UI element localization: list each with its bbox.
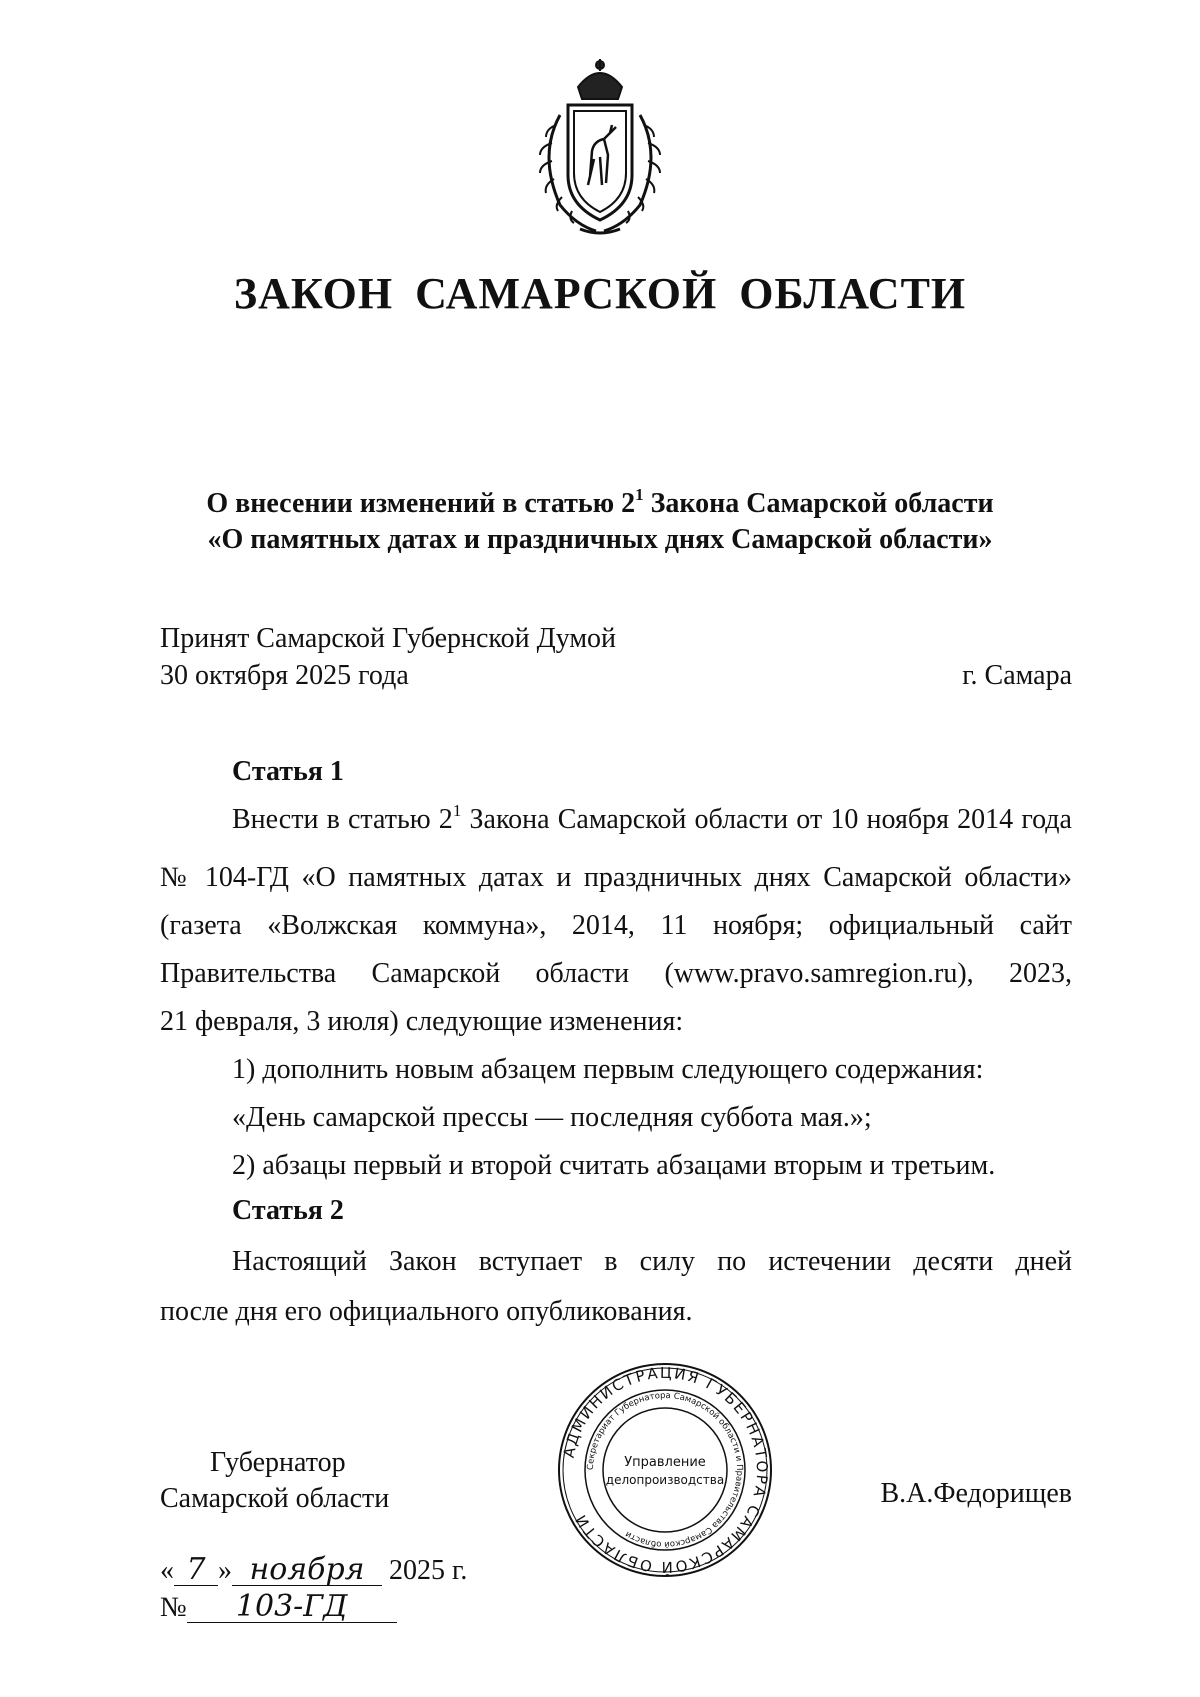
subtitle-line-2: «О памятных датах и праздничных днях Самарской области»: [207, 524, 993, 555]
coat-of-arms-emblem: [520, 55, 680, 240]
law-number-value: 103-ГД: [187, 1592, 397, 1623]
law-subtitle: [0, 486, 1200, 558]
date-open-quote: «: [160, 1555, 174, 1586]
stamp-outer-text: АДМИНИСТРАЦИЯ ГУБЕРНАТОРА САМАРСКОЙ ОБЛАСТИ: [559, 1363, 772, 1577]
article-1-item-1: 1) дополнить новым абзацем первым следующего содержания:: [232, 1054, 984, 1085]
adoption-info: [160, 620, 616, 694]
article-1-heading: Статья 1: [232, 756, 344, 787]
law-title: ЗАКОН САМАРСКОЙ ОБЛАСТИ: [233, 269, 967, 318]
adoption-city: г. Самара: [962, 660, 1072, 691]
article-2-heading: Статья 2: [232, 1195, 344, 1226]
date-day: 7: [174, 1555, 218, 1586]
svg-text:Секретариат Губернатора Самарс: [586, 1391, 744, 1549]
governor-name: В.А.Федорищев: [880, 1478, 1072, 1509]
article-1-line-5: 21 февраля, 3 июля) следующие изменения:: [160, 1006, 684, 1037]
stamp-inner-text: Секретариат Губернатора Самарской области и Правительства Самарской области: [585, 1390, 745, 1550]
stamp-center-line-2: делопроизводства: [605, 1473, 725, 1487]
article-2-line-1: Настоящий Закон вступает в силу по истечении десяти дней: [232, 1246, 1072, 1277]
law-number-label: №: [160, 1592, 187, 1623]
date-year: 2025 г.: [389, 1555, 468, 1586]
subtitle-line-1: О внесении изменений в статью $2^1$ Закона Самарской области: [206, 485, 994, 519]
adoption-body: Принят Самарской Губернской Думой: [160, 623, 617, 654]
governor-title-line-2: Самарской области: [160, 1483, 390, 1514]
stamp-center-line-1: Управление: [624, 1455, 706, 1470]
article-1-line-2: № 104-ГД «О памятных датах и праздничных днях Самарской области»: [160, 862, 1072, 893]
article-1-line-4: Правительства Самарской области (www.pravo.samregion.ru), 2023,: [160, 958, 1072, 989]
article-1-line-3: (газета «Волжская коммуна», 2014, 11 ноября; официальный сайт: [160, 910, 1072, 941]
law-number: [160, 1589, 397, 1624]
article-1-item-2: 2) абзацы первый и второй считать абзацами вторым и третьим.: [232, 1150, 996, 1181]
article-2-line-2: после дня его официального опубликования.: [160, 1296, 693, 1327]
governor-title: [160, 1445, 389, 1517]
signing-date: [160, 1552, 468, 1587]
article-1-line-1: Внести в статью $2^1$ Закона Самарской области от 10 ноября 2014 года: [232, 801, 1072, 835]
governor-title-line-1: Губернатор: [210, 1447, 346, 1478]
date-close-quote: »: [218, 1555, 232, 1586]
official-stamp: [555, 1360, 775, 1580]
adoption-date: 30 октября 2025 года: [160, 660, 409, 691]
article-1-item-1-text: «День самарской прессы — последняя суббота мая.»;: [232, 1102, 872, 1133]
date-month: ноября: [232, 1555, 382, 1586]
